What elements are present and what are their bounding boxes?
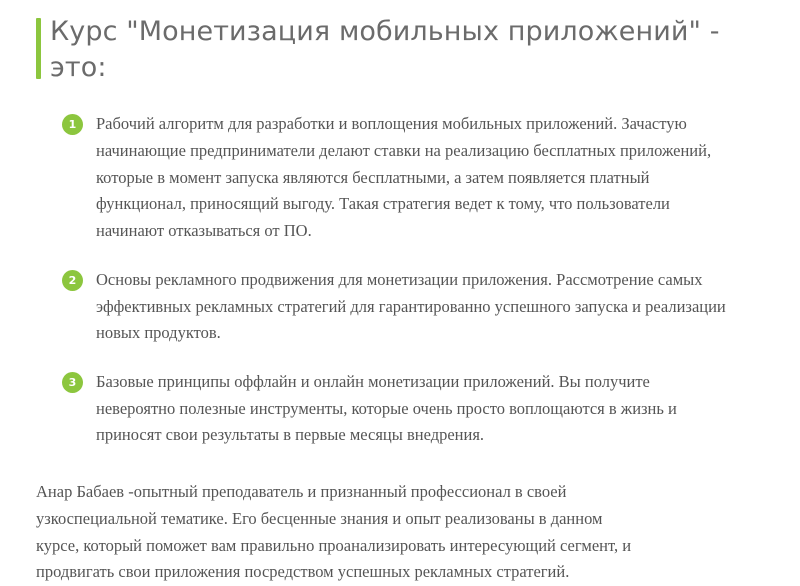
list-item (40, 267, 760, 347)
accent-bar (36, 18, 41, 79)
list-item (40, 369, 760, 449)
list-item-text: Рабочий алгоритм для разработки и воплощения мобильных приложений. Зачастую начинающие предприниматели делают ставки на реализацию бесплатных приложений, которые в момент запуска являются бесплатными, а затем появляется платный функционал, приносящий выгоду. Такая стратегия ведет к тому, что пользователи начинают отказываться от ПО. (96, 114, 712, 241)
page-title-block (36, 14, 760, 85)
list-item-text: Базовые принципы оффлайн и онлайн монетизации приложений. Вы получите невероятно полезные инструменты, которые очень просто воплощаются в жизнь и приносят свои результаты в первые месяцы внедрения. (96, 372, 677, 445)
benefits-list (40, 111, 760, 449)
list-item-text: Основы рекламного продвижения для монетизации приложения. Рассмотрение самых эффективных рекламных стратегий для гарантированно успешного запуска и реализации новых продуктов. (96, 269, 726, 343)
list-item (40, 111, 760, 245)
list-item-number-badge: 1 (62, 114, 83, 135)
author-paragraph: Анар Бабаев -опытный преподаватель и признанный профессионал в своей узкоспециальной тематике. Его бесценные знания и опыт реализованы в данном курсе, который поможет вам правильно проанализировать интересующий сегмент, и продвигать свои приложения посредством успешных рекламных стратегий. (36, 482, 632, 582)
list-item-number-badge: 3 (62, 372, 83, 393)
page-title: Курс "Монетизация мобильных приложений" - это: (50, 16, 720, 83)
list-item-number-badge: 2 (62, 270, 83, 291)
